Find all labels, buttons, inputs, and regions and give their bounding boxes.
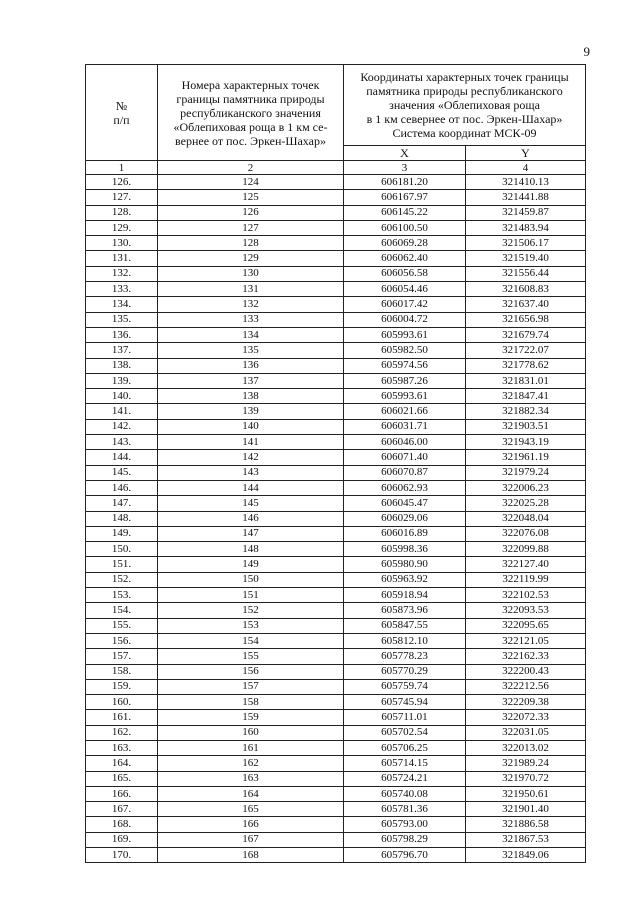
coord-y: 321943.19 <box>466 435 586 450</box>
coord-y: 321847.41 <box>466 389 586 404</box>
row-index: 170. <box>86 848 158 863</box>
coord-x: 605987.26 <box>344 373 466 388</box>
point-number: 152 <box>158 603 344 618</box>
coord-x: 606056.58 <box>344 266 466 281</box>
coord-x: 606062.40 <box>344 251 466 266</box>
row-index: 129. <box>86 220 158 235</box>
row-index: 134. <box>86 297 158 312</box>
row-index: 145. <box>86 465 158 480</box>
table-row <box>86 404 586 419</box>
coord-y: 321882.34 <box>466 404 586 419</box>
coord-x: 605873.96 <box>344 603 466 618</box>
coord-y: 321849.06 <box>466 848 586 863</box>
table-row <box>86 205 586 220</box>
row-index: 168. <box>86 817 158 832</box>
coord-y: 322013.02 <box>466 740 586 755</box>
table-row <box>86 542 586 557</box>
table-row <box>86 236 586 251</box>
point-number: 137 <box>158 373 344 388</box>
coord-y: 321483.94 <box>466 220 586 235</box>
row-index: 131. <box>86 251 158 266</box>
coord-x: 606070.87 <box>344 465 466 480</box>
coord-y: 322209.38 <box>466 695 586 710</box>
coord-x: 605796.70 <box>344 848 466 863</box>
column-number: 1 <box>86 161 158 175</box>
row-index: 137. <box>86 343 158 358</box>
coord-y: 322099.88 <box>466 542 586 557</box>
coord-x: 605980.90 <box>344 557 466 572</box>
column-number: 2 <box>158 161 344 175</box>
table-row <box>86 343 586 358</box>
coord-x: 605974.56 <box>344 358 466 373</box>
coord-x: 606069.28 <box>344 236 466 251</box>
table-row <box>86 251 586 266</box>
row-index: 149. <box>86 526 158 541</box>
coord-x: 605770.29 <box>344 664 466 679</box>
point-number: 157 <box>158 679 344 694</box>
coord-x: 605711.01 <box>344 710 466 725</box>
table-row <box>86 220 586 235</box>
point-number: 148 <box>158 542 344 557</box>
coord-x: 606054.46 <box>344 282 466 297</box>
coordinates-table <box>85 64 586 863</box>
row-index: 164. <box>86 756 158 771</box>
coord-y: 321778.62 <box>466 358 586 373</box>
table-row <box>86 710 586 725</box>
coord-y: 322072.33 <box>466 710 586 725</box>
point-number: 127 <box>158 220 344 235</box>
row-index: 166. <box>86 786 158 801</box>
row-index: 147. <box>86 496 158 511</box>
coord-x: 605812.10 <box>344 633 466 648</box>
coord-y: 322006.23 <box>466 480 586 495</box>
coord-y: 321679.74 <box>466 327 586 342</box>
coord-x: 605702.54 <box>344 725 466 740</box>
point-number: 141 <box>158 435 344 450</box>
table-row <box>86 695 586 710</box>
point-number: 125 <box>158 190 344 205</box>
coord-y: 322076.08 <box>466 526 586 541</box>
row-index: 169. <box>86 832 158 847</box>
point-number: 162 <box>158 756 344 771</box>
coord-x: 606181.20 <box>344 175 466 190</box>
point-number: 134 <box>158 327 344 342</box>
page-number: 9 <box>583 44 590 59</box>
point-number: 159 <box>158 710 344 725</box>
table-row <box>86 450 586 465</box>
table-row <box>86 679 586 694</box>
row-index: 159. <box>86 679 158 694</box>
point-number: 142 <box>158 450 344 465</box>
coord-y: 321608.83 <box>466 282 586 297</box>
coord-x: 605993.61 <box>344 327 466 342</box>
row-index: 165. <box>86 771 158 786</box>
point-number: 129 <box>158 251 344 266</box>
point-number: 155 <box>158 649 344 664</box>
point-number: 160 <box>158 725 344 740</box>
coord-x: 606046.00 <box>344 435 466 450</box>
coord-x: 606017.42 <box>344 297 466 312</box>
coord-x: 605982.50 <box>344 343 466 358</box>
table-row <box>86 664 586 679</box>
coord-y: 322162.33 <box>466 649 586 664</box>
row-index: 153. <box>86 588 158 603</box>
coord-x: 605993.61 <box>344 389 466 404</box>
point-number: 131 <box>158 282 344 297</box>
row-index: 133. <box>86 282 158 297</box>
column-number: 3 <box>344 161 466 175</box>
point-number: 135 <box>158 343 344 358</box>
coord-y: 321519.40 <box>466 251 586 266</box>
table-row <box>86 802 586 817</box>
table-row <box>86 786 586 801</box>
table-body <box>86 175 586 863</box>
column-number: 4 <box>466 161 586 175</box>
table-row <box>86 603 586 618</box>
point-number: 124 <box>158 175 344 190</box>
coord-y: 321637.40 <box>466 297 586 312</box>
row-index: 156. <box>86 633 158 648</box>
table-row <box>86 725 586 740</box>
table-row <box>86 480 586 495</box>
point-number: 153 <box>158 618 344 633</box>
coord-x: 606016.89 <box>344 526 466 541</box>
point-number: 161 <box>158 740 344 755</box>
point-number: 150 <box>158 572 344 587</box>
coord-x: 605706.25 <box>344 740 466 755</box>
header-y: Y <box>466 146 586 161</box>
table-row <box>86 817 586 832</box>
header-coordinates: Координаты характерных точек границы памятника природы республиканского значения «Облепиховая роща в 1 км севернее от пос. Эркен-Шахар» Система координат МСК-09 <box>344 65 586 146</box>
row-index: 126. <box>86 175 158 190</box>
coord-x: 605918.94 <box>344 588 466 603</box>
table-row <box>86 297 586 312</box>
table-row <box>86 496 586 511</box>
point-number: 165 <box>158 802 344 817</box>
point-number: 146 <box>158 511 344 526</box>
coord-x: 605781.36 <box>344 802 466 817</box>
coord-y: 321970.72 <box>466 771 586 786</box>
coord-y: 322200.43 <box>466 664 586 679</box>
point-number: 130 <box>158 266 344 281</box>
coord-x: 606167.97 <box>344 190 466 205</box>
coord-x: 605745.94 <box>344 695 466 710</box>
coord-y: 321867.53 <box>466 832 586 847</box>
coord-y: 321506.17 <box>466 236 586 251</box>
table-row <box>86 389 586 404</box>
coord-x: 606062.93 <box>344 480 466 495</box>
coord-y: 322121.05 <box>466 633 586 648</box>
coord-x: 606045.47 <box>344 496 466 511</box>
coord-x: 605798.29 <box>344 832 466 847</box>
coord-x: 606004.72 <box>344 312 466 327</box>
coord-x: 606100.50 <box>344 220 466 235</box>
coord-y: 322031.05 <box>466 725 586 740</box>
coord-x: 605724.21 <box>344 771 466 786</box>
point-number: 126 <box>158 205 344 220</box>
header-row-number: № п/п <box>86 65 158 161</box>
row-index: 139. <box>86 373 158 388</box>
coord-x: 605740.08 <box>344 786 466 801</box>
row-index: 160. <box>86 695 158 710</box>
coord-y: 322095.65 <box>466 618 586 633</box>
point-number: 158 <box>158 695 344 710</box>
table-row <box>86 266 586 281</box>
table-row <box>86 511 586 526</box>
row-index: 151. <box>86 557 158 572</box>
coord-x: 605714.15 <box>344 756 466 771</box>
row-index: 161. <box>86 710 158 725</box>
coord-x: 606145.22 <box>344 205 466 220</box>
coord-y: 321556.44 <box>466 266 586 281</box>
row-index: 140. <box>86 389 158 404</box>
coord-x: 606029.06 <box>344 511 466 526</box>
table-row <box>86 419 586 434</box>
coord-y: 321831.01 <box>466 373 586 388</box>
coord-y: 321989.24 <box>466 756 586 771</box>
coord-y: 321656.98 <box>466 312 586 327</box>
table-row <box>86 557 586 572</box>
point-number: 151 <box>158 588 344 603</box>
row-index: 152. <box>86 572 158 587</box>
row-index: 150. <box>86 542 158 557</box>
point-number: 168 <box>158 848 344 863</box>
row-index: 146. <box>86 480 158 495</box>
row-index: 167. <box>86 802 158 817</box>
row-index: 144. <box>86 450 158 465</box>
table-row <box>86 633 586 648</box>
row-index: 136. <box>86 327 158 342</box>
row-index: 155. <box>86 618 158 633</box>
table-row <box>86 435 586 450</box>
coord-y: 322119.99 <box>466 572 586 587</box>
table-row <box>86 756 586 771</box>
coord-x: 605847.55 <box>344 618 466 633</box>
point-number: 132 <box>158 297 344 312</box>
table-row <box>86 848 586 863</box>
table-row <box>86 373 586 388</box>
table-row <box>86 649 586 664</box>
row-index: 127. <box>86 190 158 205</box>
point-number: 149 <box>158 557 344 572</box>
table-row <box>86 526 586 541</box>
point-number: 167 <box>158 832 344 847</box>
coord-y: 321979.24 <box>466 465 586 480</box>
table-row <box>86 327 586 342</box>
table-row <box>86 282 586 297</box>
point-number: 147 <box>158 526 344 541</box>
point-number: 128 <box>158 236 344 251</box>
table-row <box>86 190 586 205</box>
row-index: 128. <box>86 205 158 220</box>
coord-y: 321903.51 <box>466 419 586 434</box>
coord-x: 606021.66 <box>344 404 466 419</box>
point-number: 145 <box>158 496 344 511</box>
point-number: 133 <box>158 312 344 327</box>
coord-x: 606071.40 <box>344 450 466 465</box>
coord-x: 605759.74 <box>344 679 466 694</box>
point-number: 143 <box>158 465 344 480</box>
row-index: 130. <box>86 236 158 251</box>
point-number: 144 <box>158 480 344 495</box>
coord-x: 606031.71 <box>344 419 466 434</box>
coord-y: 322212.56 <box>466 679 586 694</box>
table-row <box>86 740 586 755</box>
point-number: 138 <box>158 389 344 404</box>
point-number: 154 <box>158 633 344 648</box>
coord-y: 321441.88 <box>466 190 586 205</box>
coord-x: 605998.36 <box>344 542 466 557</box>
coord-y: 321459.87 <box>466 205 586 220</box>
point-number: 136 <box>158 358 344 373</box>
row-index: 132. <box>86 266 158 281</box>
coord-y: 321722.07 <box>466 343 586 358</box>
coord-y: 322102.53 <box>466 588 586 603</box>
row-index: 163. <box>86 740 158 755</box>
coord-x: 605778.23 <box>344 649 466 664</box>
point-number: 139 <box>158 404 344 419</box>
point-number: 164 <box>158 786 344 801</box>
row-index: 162. <box>86 725 158 740</box>
row-index: 135. <box>86 312 158 327</box>
table-row <box>86 771 586 786</box>
table-row <box>86 358 586 373</box>
coord-y: 321961.19 <box>466 450 586 465</box>
coord-y: 321886.58 <box>466 817 586 832</box>
table-row <box>86 572 586 587</box>
coord-x: 605793.00 <box>344 817 466 832</box>
table-row <box>86 312 586 327</box>
row-index: 142. <box>86 419 158 434</box>
point-number: 156 <box>158 664 344 679</box>
coord-y: 321950.61 <box>466 786 586 801</box>
row-index: 148. <box>86 511 158 526</box>
coord-x: 605963.92 <box>344 572 466 587</box>
table-header <box>86 65 586 175</box>
table-row <box>86 175 586 190</box>
table-row <box>86 618 586 633</box>
row-index: 143. <box>86 435 158 450</box>
table-row <box>86 832 586 847</box>
point-number: 166 <box>158 817 344 832</box>
row-index: 141. <box>86 404 158 419</box>
row-index: 158. <box>86 664 158 679</box>
coord-y: 322025.28 <box>466 496 586 511</box>
table-row <box>86 588 586 603</box>
table-row <box>86 465 586 480</box>
header-x: X <box>344 146 466 161</box>
row-index: 154. <box>86 603 158 618</box>
point-number: 163 <box>158 771 344 786</box>
coord-y: 322093.53 <box>466 603 586 618</box>
coord-y: 322127.40 <box>466 557 586 572</box>
row-index: 157. <box>86 649 158 664</box>
header-point-numbers: Номера характерных точек границы памятника природы республиканского значения «Облепиховая роща в 1 км се- вернее от пос. Эркен-Шахар» <box>158 65 344 161</box>
column-number-row <box>86 161 586 175</box>
point-number: 140 <box>158 419 344 434</box>
coord-y: 322048.04 <box>466 511 586 526</box>
row-index: 138. <box>86 358 158 373</box>
coord-y: 321901.40 <box>466 802 586 817</box>
coord-y: 321410.13 <box>466 175 586 190</box>
